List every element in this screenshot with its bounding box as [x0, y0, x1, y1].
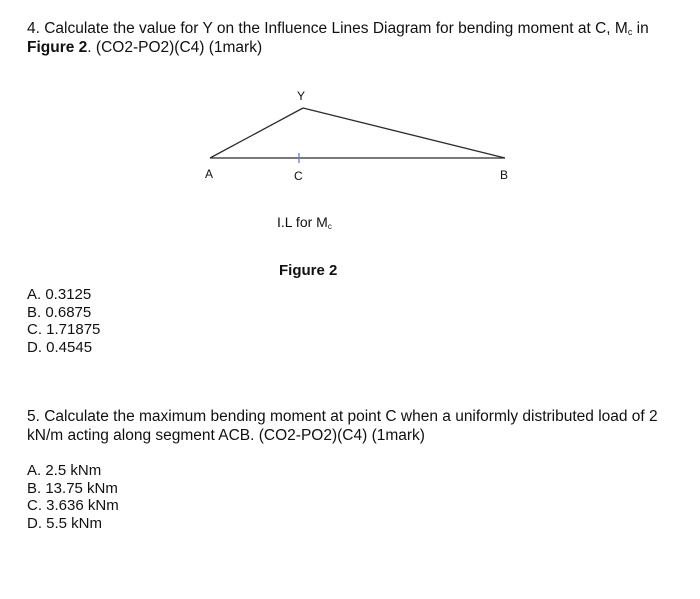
option-5-a: A. 2.5 kNm	[27, 462, 102, 479]
question-4-text-end: in	[632, 20, 649, 37]
question-5-line-1: 5. Calculate the maximum bending moment at point C when a uniformly distributed load of 2	[27, 408, 658, 425]
caption-subscript: c	[327, 222, 332, 231]
option-4-d: D. 0.4545	[27, 339, 93, 356]
left-slope-line	[210, 108, 303, 158]
peak-label-y: Y	[297, 89, 306, 103]
figure-title: Figure 2	[279, 262, 338, 279]
option-4-b: B. 0.6875	[27, 304, 92, 321]
figure-reference: Figure 2	[27, 39, 88, 56]
option-5-d: D. 5.5 kNm	[27, 515, 103, 532]
question-4-codes: . (CO2-PO2)(C4) (1mark)	[87, 39, 263, 56]
support-label-b: B	[500, 168, 509, 182]
question-4-subscript: c	[627, 27, 633, 37]
question-5-line-2: kN/m acting along segment ACB. (CO2-PO2)(C4) (1mark)	[27, 427, 425, 444]
point-label-c: C	[294, 169, 303, 183]
option-4-c: C. 1.71875	[27, 321, 101, 338]
caption-text: I.L for M	[277, 214, 328, 230]
question-4-text: 4. Calculate the value for Y on the Influence Lines Diagram for bending moment at C, M	[27, 20, 628, 37]
figure-caption	[277, 214, 332, 231]
option-4-a: A. 0.3125	[27, 286, 92, 303]
option-5-c: C. 3.636 kNm	[27, 497, 119, 514]
right-slope-line	[303, 108, 505, 158]
support-label-a: A	[205, 167, 214, 181]
option-5-b: B. 13.75 kNm	[27, 480, 118, 497]
